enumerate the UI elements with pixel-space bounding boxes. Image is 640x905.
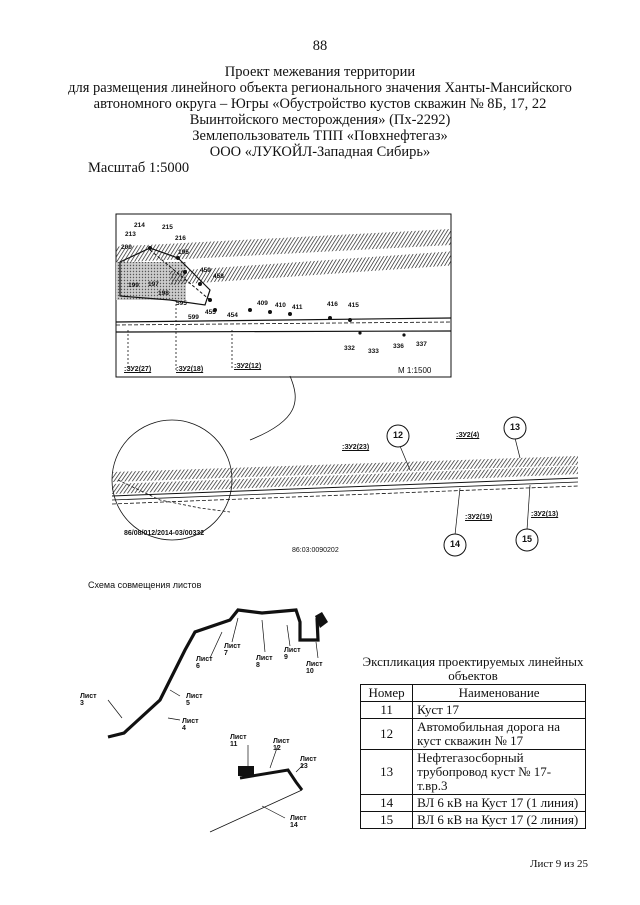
table-header-row: [361, 685, 586, 702]
point-label: 416: [327, 301, 338, 308]
table-row: [361, 750, 586, 795]
inset-scale: М 1:1500: [398, 366, 432, 375]
row-name: Нефтегазосборный трубопровод куст № 17-т.вр.3: [413, 750, 586, 795]
point-label: 333: [368, 348, 379, 355]
title-line-6: ООО «ЛУКОЙЛ-Западная Сибирь»: [209, 144, 431, 160]
title-line-3: автономного округа – Югры «Обустройство кустов скважин № 8Б, 17, 22: [93, 96, 547, 112]
point-label: 198: [158, 290, 169, 297]
scheme-sheet-11-block: [238, 766, 254, 776]
point-label: 415: [348, 302, 359, 309]
point-label: 337: [416, 341, 427, 348]
point-label: 595: [176, 300, 187, 307]
sheet-label: Лист 3: [80, 693, 97, 707]
point-label: 332: [344, 345, 355, 352]
circle-label-14: 14: [449, 539, 460, 549]
point-label: 215: [162, 224, 173, 231]
cadastral-number-1: 86/08/012/2014-03/00332: [124, 530, 205, 537]
row-number: 12: [361, 719, 413, 750]
point-label: 216: [175, 235, 186, 242]
explication-title-line-2: объектов: [448, 668, 498, 683]
sheet-label: Лист 6: [196, 656, 213, 670]
leader-14: [455, 488, 460, 535]
title-line-5: Землепользователь ТПП «Повхнефтегаз»: [192, 128, 448, 144]
sheet-label: Лист 13: [300, 756, 317, 770]
sheet-label: Лист 7: [224, 643, 241, 657]
point-label: 213: [125, 231, 136, 238]
row-number: 14: [361, 795, 413, 812]
point-label: 458: [213, 273, 224, 280]
row-number: 11: [361, 702, 413, 719]
row-number: 13: [361, 750, 413, 795]
point-label: 454: [227, 312, 238, 319]
row-name: ВЛ 6 кВ на Куст 17 (1 линия): [413, 795, 586, 812]
inset-plot-label: :ЗУ2(27): [124, 366, 152, 373]
leader-13: [515, 438, 520, 458]
point-label: 336: [393, 343, 404, 350]
page-number: 88: [312, 38, 328, 54]
row-name: Куст 17: [413, 702, 586, 719]
row-number: 15: [361, 812, 413, 829]
plot-label: :ЗУ2(23): [342, 444, 370, 451]
inset-plot-label: :ЗУ2(12): [234, 363, 262, 370]
title-line-2: для размещения линейного объекта регионального значения Ханты-Мансийского: [68, 80, 572, 96]
column-header-name: Наименование: [413, 685, 586, 702]
column-header-number: Номер: [361, 685, 413, 702]
sheet-label: Лист 8: [256, 655, 273, 669]
row-name: Автомобильная дорога на куст скважин № 17: [413, 719, 586, 750]
explication-title: [360, 655, 586, 683]
inset-plot-label: :ЗУ2(18): [176, 366, 204, 373]
point-label: 410: [275, 302, 286, 309]
point-label: 599: [188, 314, 199, 321]
table-row: [361, 795, 586, 812]
explication-title-line-1: Экспликация проектируемых линейных: [362, 654, 584, 669]
corridor: [112, 438, 578, 535]
point-label: 455: [205, 309, 216, 316]
sheet-label: Лист 12: [273, 738, 290, 752]
table-row: [361, 702, 586, 719]
plot-label: :ЗУ2(19): [465, 514, 493, 521]
title-line-4: Выинтойского месторождения» (Пх-2292): [189, 112, 451, 128]
scale-label: Масштаб 1:5000: [88, 160, 190, 176]
title-line-1: Проект межевания территории: [224, 64, 416, 80]
sheet-label: Лист 5: [186, 693, 203, 707]
plot-label: :ЗУ2(4): [456, 432, 480, 439]
circle-label-12: 12: [392, 430, 403, 440]
detail-connector: [250, 376, 295, 440]
explication-table: [360, 684, 586, 829]
point-label: 199: [128, 282, 139, 289]
cadastral-number-2: 86:03:0090202: [292, 547, 339, 554]
scheme-route: [108, 610, 318, 737]
point-label: 409: [257, 300, 268, 307]
leader-15: [527, 485, 530, 530]
sheet-label: Лист 14: [290, 815, 307, 829]
point-label: 214: [134, 222, 145, 229]
plot-label: :ЗУ2(13): [531, 511, 559, 518]
point-label: 195: [178, 249, 189, 256]
point-label: 200: [121, 244, 132, 251]
scheme-title: Схема совмещения листов: [88, 580, 202, 590]
point-label: 411: [292, 304, 303, 311]
sheet-footer: Лист 9 из 25: [530, 858, 589, 870]
sheet-label: Лист 11: [230, 734, 247, 748]
circle-label-15: 15: [521, 534, 532, 544]
table-row: [361, 719, 586, 750]
point-label: 459: [200, 267, 211, 274]
point-label: 197: [148, 281, 159, 288]
sheet-label: Лист 9: [284, 647, 301, 661]
sheet-label: Лист 4: [182, 718, 199, 732]
circle-label-13: 13: [509, 422, 520, 432]
table-row: [361, 812, 586, 829]
row-name: ВЛ 6 кВ на Куст 17 (2 линия): [413, 812, 586, 829]
sheet-label: Лист 10: [306, 661, 323, 675]
scheme-route-3: [210, 790, 302, 832]
